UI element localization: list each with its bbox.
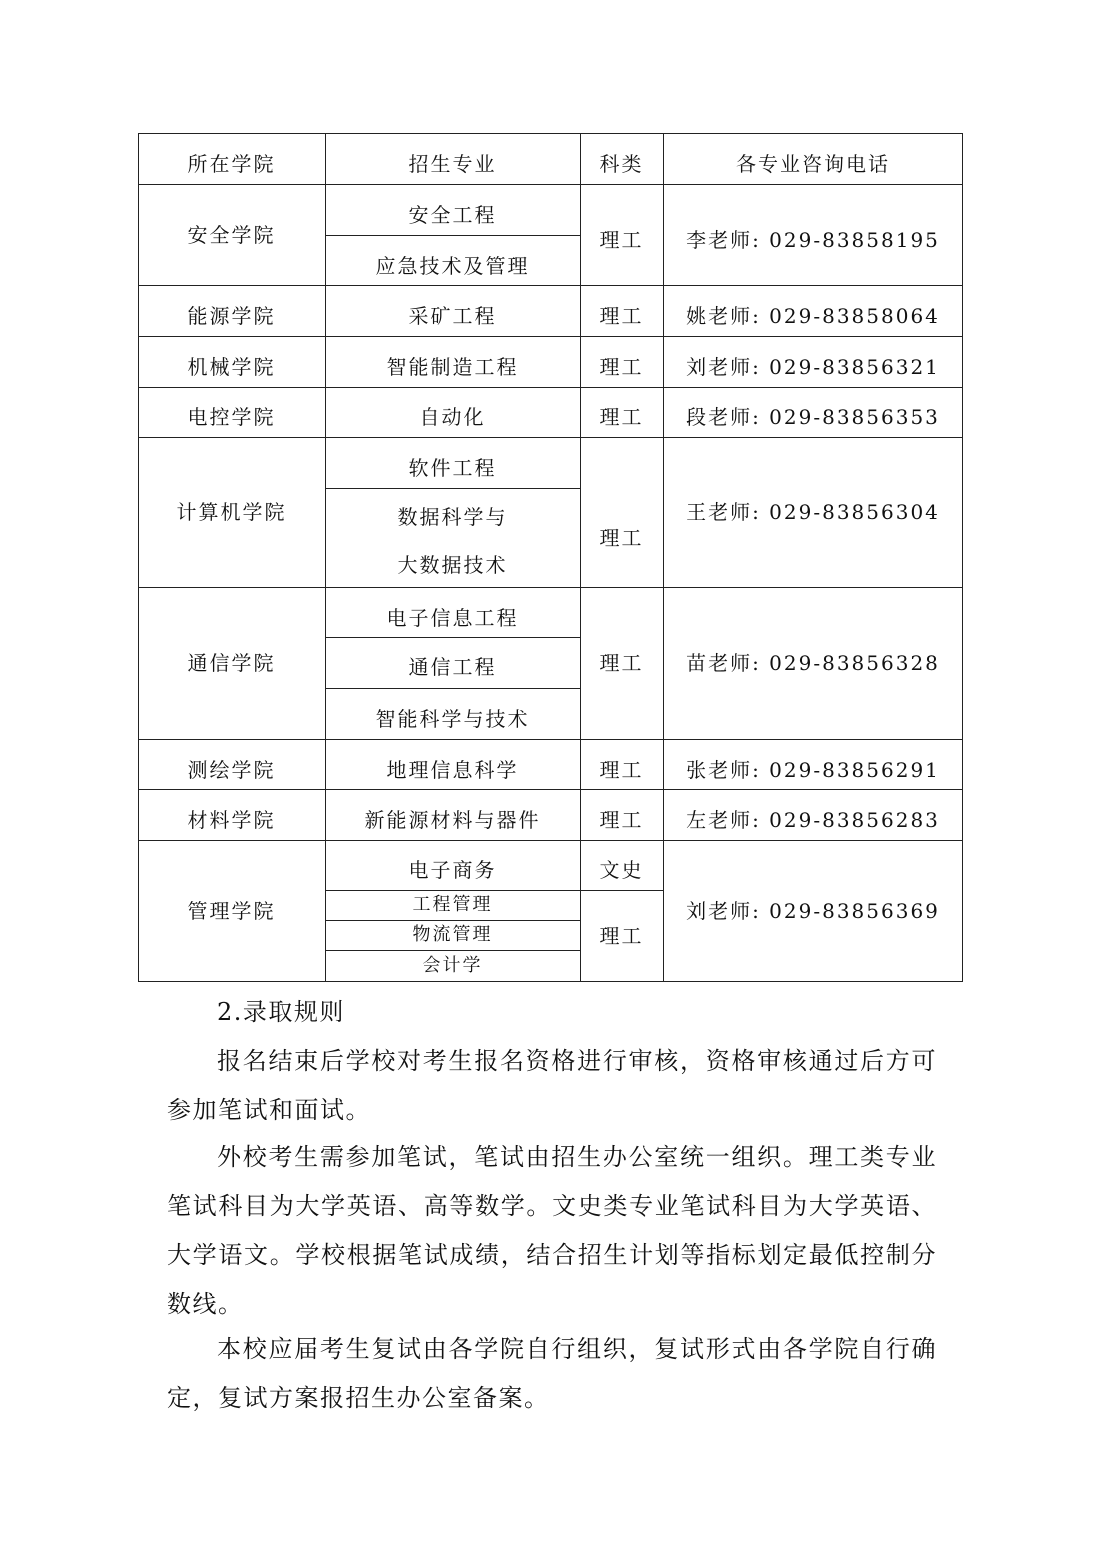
- major-cell: 电子信息工程: [386, 605, 519, 630]
- major-cell: 大数据技术: [397, 553, 508, 577]
- major-cell: 自动化: [419, 405, 486, 429]
- major-cell: 物流管理: [412, 924, 493, 945]
- college-cell: 计算机学院: [176, 500, 287, 524]
- college-cell: 测绘学院: [187, 758, 276, 782]
- category-cell: 理工: [599, 651, 644, 675]
- major-cell: 安全工程: [408, 202, 497, 227]
- major-cell: 地理信息科学: [386, 758, 519, 782]
- college-cell: 机械学院: [187, 354, 276, 379]
- paragraph: 报名结束后学校对考生报名资格进行审核，资格审核通过后方可参加笔试和面试。: [167, 1047, 937, 1124]
- category-cell: 理工: [599, 354, 644, 379]
- category-cell: 理工: [599, 526, 644, 550]
- category-cell: 理工: [599, 808, 644, 832]
- section-heading: 2.录取规则: [217, 998, 345, 1026]
- header-college: 所在学院: [187, 152, 276, 176]
- major-cell: 数据科学与: [397, 505, 508, 529]
- contact-cell: 左老师: 029-83856283: [686, 808, 940, 832]
- category-cell: 理工: [599, 405, 644, 429]
- contact-cell: 王老师: 029-83856304: [686, 500, 940, 524]
- major-cell: 智能制造工程: [386, 354, 519, 379]
- college-cell: 管理学院: [187, 898, 276, 923]
- header-contact: 各专业咨询电话: [736, 152, 890, 176]
- major-cell: 采矿工程: [408, 303, 497, 328]
- contact-cell: 李老师: 029-83858195: [686, 228, 940, 252]
- major-cell: 工程管理: [412, 894, 493, 915]
- table-border: [138, 981, 963, 982]
- paragraph: 本校应届考生复试由各学院自行组织，复试形式由各学院自行确定，复试方案报招生办公室备案。: [167, 1335, 937, 1412]
- major-cell: 智能科学与技术: [375, 706, 530, 731]
- contact-cell: 刘老师: 029-83856369: [686, 898, 940, 923]
- major-cell: 会计学: [422, 955, 483, 976]
- contact-cell: 苗老师: 029-83856328: [686, 651, 940, 675]
- contact-cell: 段老师: 029-83856353: [686, 405, 940, 429]
- college-cell: 电控学院: [187, 405, 276, 429]
- contact-cell: 刘老师: 029-83856321: [686, 354, 940, 379]
- category-cell: 理工: [599, 758, 644, 782]
- header-category: 科类: [599, 152, 644, 176]
- header-major: 招生专业: [408, 152, 497, 176]
- major-cell: 软件工程: [408, 455, 497, 480]
- major-cell: 通信工程: [408, 654, 497, 679]
- college-cell: 能源学院: [187, 303, 276, 328]
- category-cell: 理工: [599, 228, 644, 252]
- major-cell: 应急技术及管理: [375, 253, 530, 278]
- paragraph: 外校考生需参加笔试，笔试由招生办公室统一组织。理工类专业笔试科目为大学英语、高等数学。文史类专业笔试科目为大学英语、大学语文。学校根据笔试成绩，结合招生计划等指标划定最低控制分数线。: [167, 1143, 937, 1318]
- category-cell: 理工: [599, 303, 644, 328]
- category-cell: 文史: [599, 858, 644, 882]
- contact-cell: 姚老师: 029-83858064: [686, 303, 940, 328]
- major-cell: 新能源材料与器件: [364, 808, 541, 832]
- admissions-contact-table: [138, 133, 963, 982]
- college-cell: 安全学院: [187, 222, 276, 247]
- major-cell: 电子商务: [408, 858, 497, 882]
- contact-cell: 张老师: 029-83856291: [686, 758, 940, 782]
- college-cell: 材料学院: [187, 808, 276, 832]
- category-cell: 理工: [599, 923, 644, 948]
- college-cell: 通信学院: [187, 651, 276, 675]
